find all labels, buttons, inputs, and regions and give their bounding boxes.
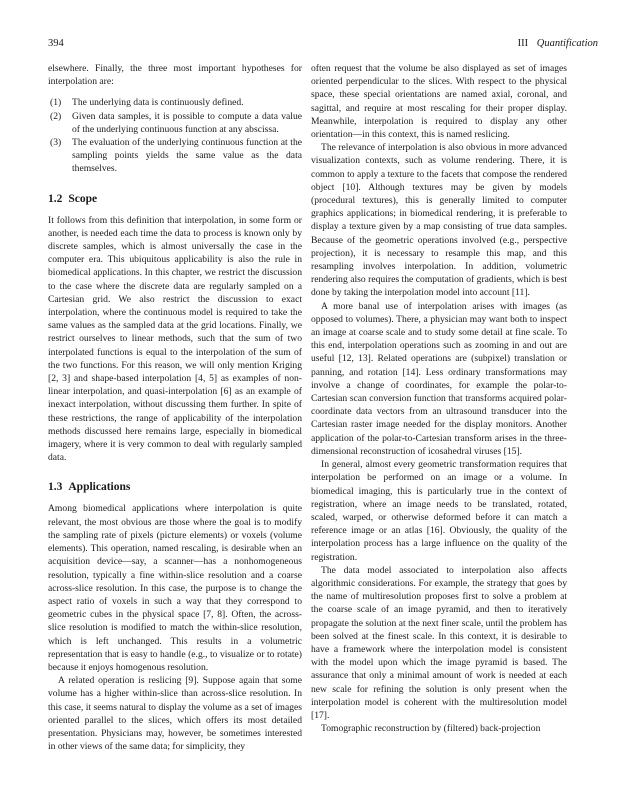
body-paragraph: A more banal use of interpolation arises with images (as opposed to volumes). There, a physician may want both to inspect an image at coarse scale and to study some detail at fine scale. To this end, interpolation operations such as zooming in and out are useful [12, 13]. Related operations are (subpixel) translation or panning, and rotation [14]. Less ordinary transformations may involve a change of coordinates, for example the polar-to-Cartesian scan conversion function that transforms acquired polar-coordinate data vectors from an ultrasound transducer into the Cartesian raster image needed for the display monitors. Another application of the polar-to-Cartesian transform arises in the three-dimensional reconstruction of icosahedral viruses [15]. — [311, 300, 567, 457]
list-text: The underlying data is continuously defined. — [72, 97, 244, 109]
list-item — [48, 96, 302, 109]
body-paragraph: often request that the volume be also displayed as set of images oriented perpendicular to the slices. With respect to the physical space, these special orientations are named axial, coronal, and sagittal, and require at most rescaling for their proper display. Meanwhile, interpolation is required to display any other orientation—in this context, this is named reslicing. — [311, 63, 567, 141]
body-paragraph: Tomographic reconstruction by (filtered) back-projection — [321, 723, 541, 735]
list-item — [48, 136, 302, 176]
body-paragraph: The relevance of interpolation is also obvious in more advanced visualization contexts, such as volume rendering. There, it is common to apply a texture to the facets that compose the rendered object [10]. Although textures may be given by models (procedural textures), this is generally limited to computer graphics applications; in biomedical rendering, it is preferable to display a texture given by a map consisting of true data samples. Because of the geometric operations involved (e.g., perspective projection), it is necessary to resample this map, and this resampling involves interpolation. In addition, volumetric rendering also requires the computation of gradients, which is best done by taking the interpolation model into account [11]. — [311, 142, 567, 299]
body-paragraph: In general, almost every geometric transformation requires that interpolation be performed on an image or a volume. In biomedical imaging, this is particularly true in the context of registration, where an image needs to be translated, rotated, scaled, warped, or otherwise deformed before it can match a reference image or an atlas [16]. Obviously, the quality of the interpolation process has a large influence on the quality of the registration. — [311, 459, 567, 563]
right-column — [311, 62, 567, 735]
page-number: 394 — [48, 38, 64, 49]
hypotheses-list — [48, 96, 302, 175]
running-head — [518, 38, 598, 49]
body-paragraph: The data model associated to interpolation also affects algorithmic considerations. For example, the strategy that goes by the name of multiresolution proposes first to solve a problem at the coarse scale of an image pyramid, and then to iteratively propagate the solution at the next finer scale, until the problem has been solved at the finest scale. In this context, it is desirable to have a framework where the interpolation model is consistent with the model upon which the image pyramid is based. The assurance that only a minimal amount of work is needed at each new scale for refining the solution is only present when the interpolation model is coherent with the multiresolution model [17]. — [311, 564, 567, 721]
applications-paragraph-1: Among biomedical applications where interpolation is quite relevant, the most obvious are those where the goal is to modify the sampling rate of pixels (picture elements) or voxels (volume elements). This operation, named rescaling, is desirable when an acquisition device—say, a scanner—has a nonhomogeneous resolution, typically a fine within-slice resolution and a coarse across-slice resolution. In this case, the purpose is to change the aspect ratio of voxels in such a way that they correspond to geometric cubes in the physical space [7, 8]. Often, the across-slice resolution is modified to match the within-slice resolution, which is left unchanged. This results in a volumetric representation that is easy to handle (e.g., to visualize or to rotate) because it enjoys homogenous resolution. — [48, 503, 302, 673]
heading-number: 1.2 — [48, 192, 63, 205]
list-number: (1) — [50, 97, 62, 109]
list-text: Given data samples, it is possible to compute a data value of the underlying continuous function at any abscissa. — [72, 110, 302, 135]
heading-text: Applications — [68, 481, 131, 494]
section-title: Quantification — [536, 38, 598, 49]
left-column — [48, 62, 302, 753]
intro-paragraph: elsewhere. Finally, the three most important hypotheses for interpolation are: — [48, 63, 302, 88]
list-text: The evaluation of the underlying continuous function at the sampling points yields the same value as the data themselves. — [72, 137, 302, 175]
heading-text: Scope — [68, 192, 98, 205]
list-number: (2) — [50, 110, 62, 122]
heading-number: 1.3 — [48, 481, 63, 494]
list-number: (3) — [50, 137, 62, 149]
section-numeral: III — [517, 38, 529, 49]
scope-paragraph: It follows from this definition that interpolation, in some form or another, is needed each time the data to process is known only by discrete samples, which is almost universally the case in the computer era. This ubiquitous applicability is also the rule in biomedical applications. In this chapter, we restrict the discussion to the case where the discrete data are regularly sampled on a Cartesian grid. We also restrict the discussion to exact interpolation, where the continuous model is required to take the same values as the sampled data at the grid locations. Finally, we restrict ourselves to linear methods, such that the sum of two interpolated functions is equal to the interpolation of the sum of the two functions. For this reason, we will only mention Kriging [2, 3] and shape-based interpolation [4, 5] as examples of non-linear interpolation, and quasi-interpolation [6] as an example of inexact interpolation, without discussing them further. In spite of these restrictions, the range of applicability of the interpolation methods discussed here remains large, especially in biomedical imagery, where it is very common to deal with regularly sampled data. — [48, 214, 302, 464]
applications-paragraph-2: A related operation is reslicing [9]. Suppose again that some volume has a higher within-slice than across-slice resolution. In this case, it seems natural to display the volume as a set of images oriented parallel to the slices, which offers its most detailed presentation. Physicians may, however, be sometimes interested in other views of the same data; for simplicity, they — [48, 675, 302, 753]
applications-heading — [48, 480, 302, 494]
scope-heading — [48, 192, 302, 206]
running-header — [48, 38, 598, 52]
list-item — [48, 110, 302, 136]
